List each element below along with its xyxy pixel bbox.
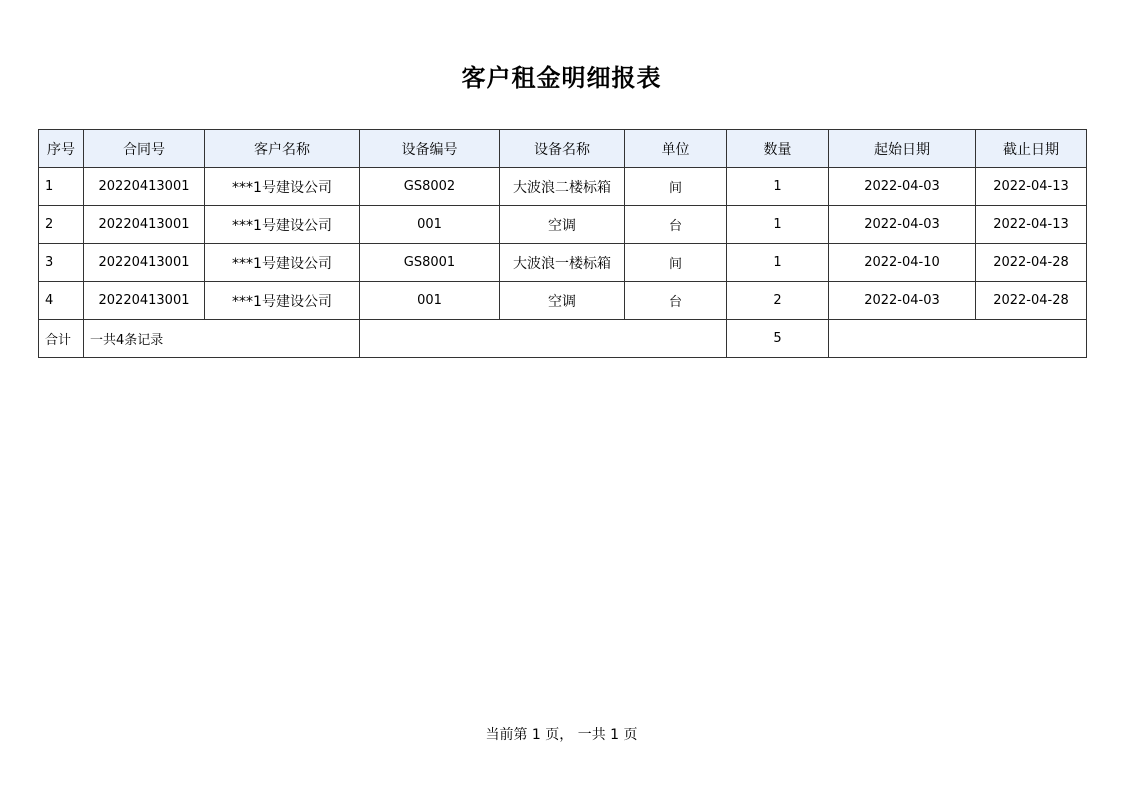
column-header-quantity: 数量 bbox=[727, 130, 829, 168]
summary-quantity-total: 5 bbox=[727, 320, 829, 358]
cell-start-date: 2022-04-03 bbox=[829, 282, 976, 320]
cell-customer-name: ***1号建设公司 bbox=[205, 206, 360, 244]
column-header-end-date: 截止日期 bbox=[976, 130, 1087, 168]
table-row bbox=[39, 244, 1087, 282]
summary-blank-cell bbox=[829, 320, 1087, 358]
cell-unit: 间 bbox=[625, 168, 727, 206]
cell-start-date: 2022-04-10 bbox=[829, 244, 976, 282]
cell-equipment-code: 001 bbox=[360, 206, 500, 244]
summary-blank-cell bbox=[360, 320, 727, 358]
cell-index: 4 bbox=[39, 282, 84, 320]
cell-unit: 台 bbox=[625, 206, 727, 244]
cell-equipment-code: GS8001 bbox=[360, 244, 500, 282]
column-header-contract-no: 合同号 bbox=[84, 130, 205, 168]
cell-quantity: 1 bbox=[727, 244, 829, 282]
table-row bbox=[39, 282, 1087, 320]
cell-customer-name: ***1号建设公司 bbox=[205, 244, 360, 282]
cell-end-date: 2022-04-13 bbox=[976, 206, 1087, 244]
column-header-equipment-name: 设备名称 bbox=[500, 130, 625, 168]
cell-quantity: 2 bbox=[727, 282, 829, 320]
cell-end-date: 2022-04-28 bbox=[976, 244, 1087, 282]
cell-unit: 间 bbox=[625, 244, 727, 282]
cell-customer-name: ***1号建设公司 bbox=[205, 168, 360, 206]
cell-equipment-code: GS8002 bbox=[360, 168, 500, 206]
cell-equipment-name: 大波浪一楼标箱 bbox=[500, 244, 625, 282]
column-header-equipment-code: 设备编号 bbox=[360, 130, 500, 168]
cell-start-date: 2022-04-03 bbox=[829, 206, 976, 244]
cell-equipment-code: 001 bbox=[360, 282, 500, 320]
page-indicator: 当前第 1 页， 一共 1 页 bbox=[485, 727, 638, 743]
cell-index: 1 bbox=[39, 168, 84, 206]
cell-quantity: 1 bbox=[727, 168, 829, 206]
column-header-start-date: 起始日期 bbox=[829, 130, 976, 168]
column-header-customer-name: 客户名称 bbox=[205, 130, 360, 168]
cell-index: 2 bbox=[39, 206, 84, 244]
table-header-row bbox=[39, 130, 1087, 168]
cell-customer-name: ***1号建设公司 bbox=[205, 282, 360, 320]
report-title: 客户租金明细报表 bbox=[461, 63, 662, 92]
cell-quantity: 1 bbox=[727, 206, 829, 244]
cell-end-date: 2022-04-28 bbox=[976, 282, 1087, 320]
cell-start-date: 2022-04-03 bbox=[829, 168, 976, 206]
cell-contract-no: 20220413001 bbox=[84, 206, 205, 244]
cell-index: 3 bbox=[39, 244, 84, 282]
cell-contract-no: 20220413001 bbox=[84, 168, 205, 206]
cell-contract-no: 20220413001 bbox=[84, 282, 205, 320]
cell-equipment-name: 空调 bbox=[500, 282, 625, 320]
cell-unit: 台 bbox=[625, 282, 727, 320]
cell-equipment-name: 空调 bbox=[500, 206, 625, 244]
column-header-unit: 单位 bbox=[625, 130, 727, 168]
table-row bbox=[39, 168, 1087, 206]
cell-end-date: 2022-04-13 bbox=[976, 168, 1087, 206]
rent-detail-table bbox=[38, 129, 1087, 358]
summary-label: 合计 bbox=[39, 320, 84, 358]
summary-row bbox=[39, 320, 1087, 358]
column-header-index: 序号 bbox=[39, 130, 84, 168]
summary-record-count: 一共4条记录 bbox=[84, 320, 360, 358]
cell-equipment-name: 大波浪二楼标箱 bbox=[500, 168, 625, 206]
table-row bbox=[39, 206, 1087, 244]
cell-contract-no: 20220413001 bbox=[84, 244, 205, 282]
